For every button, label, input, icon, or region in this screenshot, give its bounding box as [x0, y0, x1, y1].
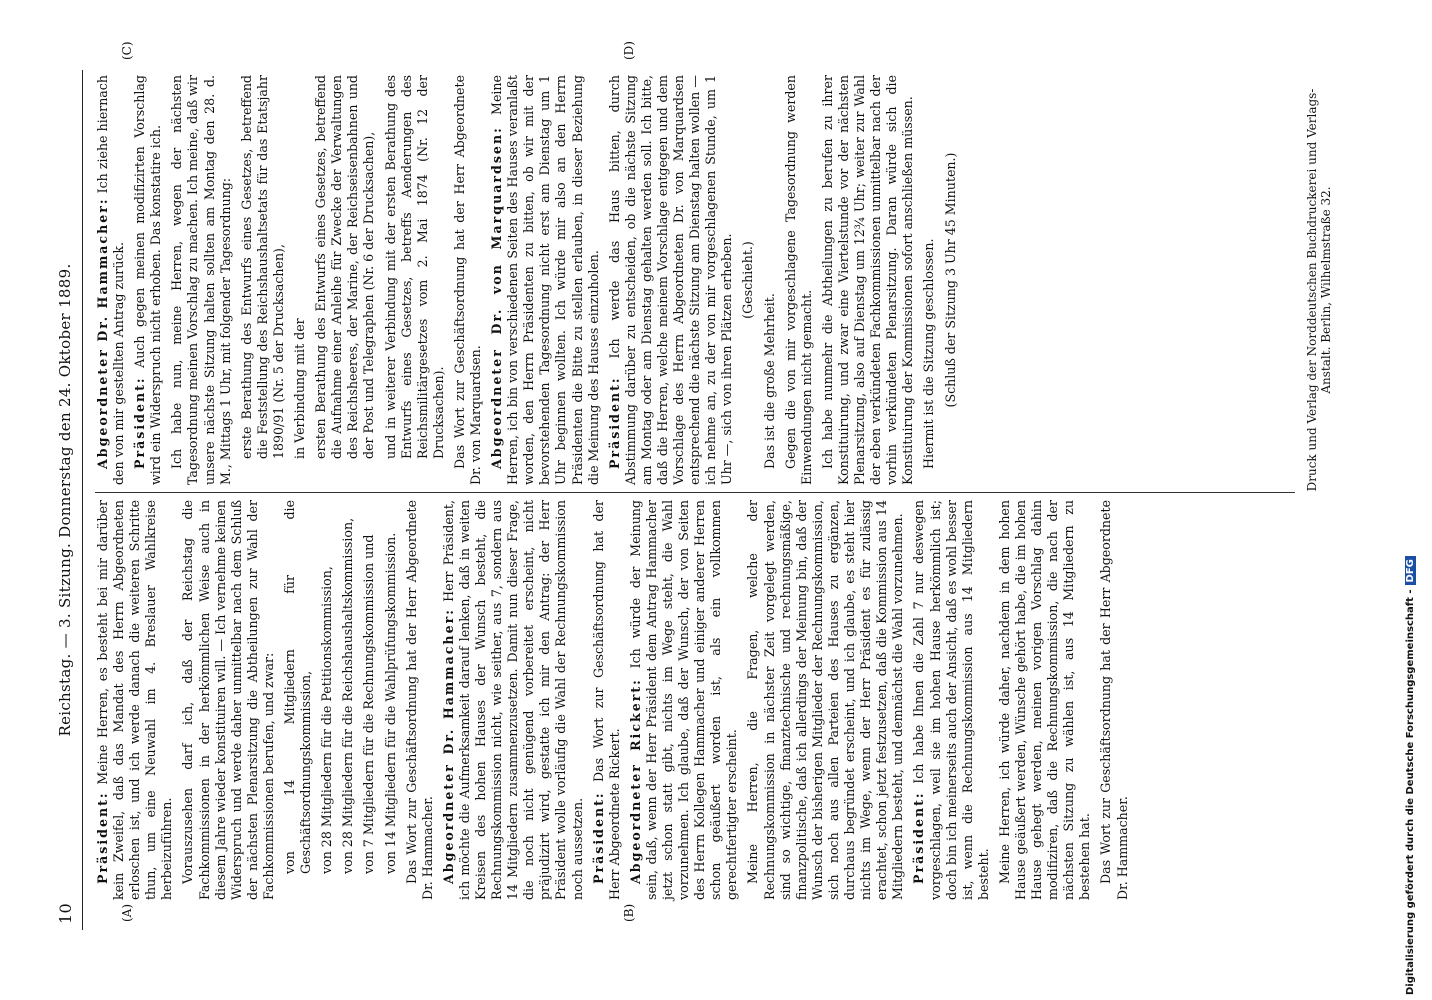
stage-direction: (Schluß der Sitzung 3 Uhr 45 Minuten.) — [942, 152, 958, 408]
paragraph-text: Ich würde der Meinung sein, daß, wenn der Herr Präsident dem Antrag Hammacher jetzt schon statt gibt, nichts im Wege steht, die Wahl vorzunehmen. Ich glaube, daß der Wunsch, der von Seiten des Herrn Kollegen Hammacher und einiger anderer Herren schon geäußert worden ist, als ein vollkommen gerechtfertigter erscheint. — [627, 500, 740, 900]
paragraph — [745, 500, 906, 900]
paragraph — [169, 75, 233, 485]
paragraph — [921, 75, 937, 485]
paragraph-text: Ich habe nunmehr die Abtheilungen zu berufen zu ihrer Konstituirung, und zwar eine Viertelstunde vor der nächsten Plenarsitzung, also auf Dienstag um 12¾ Uhr; weiter zur Wahl der eben verkündeten Fachkommissionen unmittelbar nach der vorhin verkündeten Plenarsitzung. Daran würde sich die Konstituirung der Kommissionen sofort anschließen müssen. — [819, 75, 916, 485]
paragraph-text: Das Wort zur Geschäftsordnung hat der Herr Abgeordnete Rickert. — [590, 500, 622, 900]
paragraph — [132, 75, 164, 485]
paragraph-text: Das Wort zur Geschäftsordnung hat der Herr Abgeordnete Dr. von Marquardsen. — [451, 75, 483, 485]
dfg-credit-text: Digitalisierung gefördert durch die Deutsche Forschungsgemeinschaft - — [1405, 589, 1416, 995]
paragraph — [820, 75, 917, 485]
speaker-name: Präsident: — [606, 376, 622, 469]
paragraph-text: Herr Präsident, ich möchte die Aufmerksamkeit darauf lenken, daß in weiten Kreisen des hohen Hauses der Wunsch besteht, die Rechnungskommission nicht, wie seither, aus 7, sondern aus 14 Mitgliedern zusammenzusetzen. Damit nun dieser Frage, die noch nicht genügend vorbereitet erscheint, nicht präjudizirt wird, gestatte ich mir den Antrag: der Herr Präsident wolle vorläufig die Wahl der Rechnungskommission noch aussetzen. — [440, 500, 585, 900]
paragraph-text: Ich habe Ihnen die Zahl 7 nur deswegen vorgeschlagen, weil sie im hohen Hause herkömmlich ist; doch bin ich meinerseits auch der Ansicht, daß es wohl besser ist, wenn die Rechnungskommission aus 14 Mitgliedern besteht. — [911, 500, 991, 900]
paragraph — [762, 75, 778, 485]
paragraph — [404, 500, 436, 900]
paragraph-text: Vorauszusehen darf ich, daß der Reichstag die Fachkommissionen in der herkömmlichen Weise auch in diesem Jahre wieder konstituiren will. — Ich vernehme keinen Widerspruch und werde daher unmittelbar nach dem Schluß der nächsten Plenarsitzung die Abtheilungen zur Wahl der Fachkommissionen berufen, und zwar: — [180, 500, 276, 900]
paragraph-text: Das Wort zur Geschäftsordnung hat der Herr Abgeordnete Dr. Hammacher. — [1098, 500, 1130, 900]
paragraph-text: Meine Herren, ich bin von verschiedenen Seiten des Hauses veranlaßt worden, den Herrn Präsidenten zu bitten, ob wir mit der bevorstehenden Tagesordnung nicht erst am Dienstag um 1 Uhr beginnen wollten. Ich würde mir also an den Herrn Präsidenten die Bitte zu stellen erlauben, in dieser Beziehung die Meinung des Hauses einzuholen. — [489, 75, 601, 485]
paragraph-text: Hiermit ist die Sitzung geschlossen. — [921, 238, 937, 469]
paragraph-text: Meine Herren, ich würde daher, nachdem in dem hohen Hause geäußert werden, Wünsche gehört habe, die im hohen Hause gehegt werden, meinen vorigen Vorschlag dahin modifiziren, daß die Rechnungskommission, die nach der nächsten Sitzung zu wählen ist, aus 14 Mitgliedern zu bestehen hat. — [996, 500, 1093, 900]
list-item: von 28 Mitgliedern für die Reichshaushaltskommission, — [340, 517, 356, 874]
speaker-name: Präsident: — [95, 791, 110, 884]
margin-mark-d: (D) — [622, 41, 636, 60]
paragraph-text: Meine Herren, es besteht bei mir darüber kein Zweifel, daß das Mandat des Herrn Abgeordneten erloschen ist, und ich werde danach die weiteren Schritte thun, um eine Neuwahl im 4. Breslauer Wahlkreise herbeizuführen. — [95, 500, 175, 900]
page-number: 10 — [56, 903, 75, 924]
list-item: erste Berathung des Entwurfs eines Gesetzes, betreffend die Feststellung des Reichshaushaltsetats für das Etatsjahr 1890/91 (Nr. 5 der Drucksachen), — [238, 75, 286, 459]
right-column — [95, 75, 964, 485]
paragraph — [489, 75, 602, 485]
paragraph — [783, 75, 815, 485]
paragraph — [607, 75, 736, 485]
paragraph — [591, 500, 623, 900]
list-item: von 7 Mitgliedern für die Rechnungskommission und — [361, 534, 377, 874]
column-divider — [95, 492, 1295, 493]
paragraph-text: Meine Herren, die Fragen, welche der Rechnungskommission in nächster Zeit vorgelegt werden, sind so wichtige, finanztechnische und rechnungsmäßige, finanzpolitische, daß ich allerdings der Meinung bin, daß der Wunsch der bisherigen Mitglieder der Rechnungskommission, sich noch aus allen Parteien des Hauses zu ergänzen, durchaus begründet erscheint, und ich glaube, es steht hier nichts im Wege, wenn der Herr Präsident es für zulässig erachtet, schon jetzt festzusetzen, daß die Kommission aus 14 Mitgliedern besteht, und demnächst die Wahl vorzunehmen. — [745, 500, 906, 900]
paragraph-text: Gegen die von mir vorgeschlagene Tagesordnung werden Einwendungen nicht gemacht. — [782, 75, 814, 485]
list-item: in Verbindung mit der — [292, 318, 308, 459]
speaker-name: Abgeordneter Dr. von Marquardsen: — [489, 126, 505, 469]
list-item: von 28 Mitgliedern für die Petitionskommission, — [319, 566, 335, 874]
margin-mark-a: (A) — [120, 903, 134, 922]
paragraph — [95, 75, 127, 485]
paragraph-text: Auch gegen meinen modifizirten Vorschlag wird ein Widerspruch nicht erhoben. Das konstatire ich. — [132, 75, 164, 485]
left-column — [95, 500, 1136, 900]
running-head — [54, 70, 80, 930]
dfg-logo: DFG — [1405, 556, 1416, 585]
list-item: von 14 Mitgliedern für die Geschäftsordnungskommission, — [282, 500, 314, 874]
list-item: ersten Berathung des Entwurfs eines Gesetzes, betreffend die Aufnahme einer Anleihe für Zwecke der Verwaltungen des Reichsheeres, der Marine, der Reichseisenbahnen und der Post und Telegraphen (Nr. 6 der Drucksachen), — [313, 75, 377, 459]
speaker-name: Präsident: — [590, 791, 606, 884]
paragraph — [180, 500, 277, 900]
speaker-name: Abgeordneter Rickert: — [627, 678, 643, 884]
paragraph-text: Ich habe nun, meine Herren, wegen der nächsten Tagesordnung meinen Vorschlag zu machen. Ich meine, daß wir unsere nächste Sitzung halten sollten am Montag den 28. d. M., Mittags 1 Uhr, mit folgender Tagesordnung: — [169, 75, 233, 485]
paragraph — [997, 500, 1094, 900]
paragraph — [1098, 500, 1130, 900]
margin-mark-c: (C) — [120, 41, 134, 60]
dfg-credit — [1405, 556, 1416, 995]
paragraph-text: Ich ziehe hiernach den von mir gestellten Antrag zurück. — [95, 75, 127, 485]
speaker-name: Präsident: — [911, 791, 927, 884]
speaker-name: Abgeordneter Dr. Hammacher: — [95, 197, 110, 469]
paragraph — [628, 500, 741, 900]
paragraph-text: Ich werde das Haus bitten, durch Abstimmung darüber zu entscheiden, ob die nächste Sitzung am Montag oder am Dienstag gehalten werden soll. Ich bitte, daß die Herren, welche meinem Vorschlage entgegen und dem Vorschlage des Herrn Abgeordneten Dr. von Marquardsen entsprechend die nächste Sitzung am Dienstag halten wollen — ich nehme an, zu der von mir vorgeschlagenen Stunde, um 1 Uhr —, sich von ihren Plätzen erheben. — [606, 74, 735, 485]
list-item: und in weiterer Verbindung mit der ersten Berathung des Entwurfs eines Gesetzes, betreffs Aenderungen des Reichsmilitärgesetzes vom 2. Mai 1874 (Nr. 12 der Drucksachen). — [382, 75, 446, 459]
paragraph — [452, 75, 484, 485]
speaker-name: Abgeordneter Dr. Hammacher: — [440, 608, 456, 884]
paragraph — [911, 500, 991, 900]
stage-direction: (Geschieht.) — [740, 241, 756, 319]
paragraph — [95, 500, 175, 900]
paragraph-text: Das Wort zur Geschäftsordnung hat der Herr Abgeordnete Dr. Hammacher. — [403, 500, 435, 900]
speaker-name: Präsident: — [132, 376, 148, 469]
printer-imprint: Druck und Verlag der Norddeutschen Buchdruckerei und Verlags-Anstalt. Berlin, Wilhelmstraße 32. — [1305, 88, 1333, 492]
paragraph-text: Das ist die große Mehrheit. — [761, 293, 777, 469]
header-rule — [82, 70, 83, 930]
list-item: von 14 Mitgliedern für die Wahlprüfungskommission. — [382, 532, 398, 874]
margin-mark-b: (B) — [622, 903, 636, 922]
paragraph — [441, 500, 586, 900]
page-title: Reichstag. — 3. Sitzung. Donnerstag den 24. Oktober 1889. — [56, 263, 74, 737]
